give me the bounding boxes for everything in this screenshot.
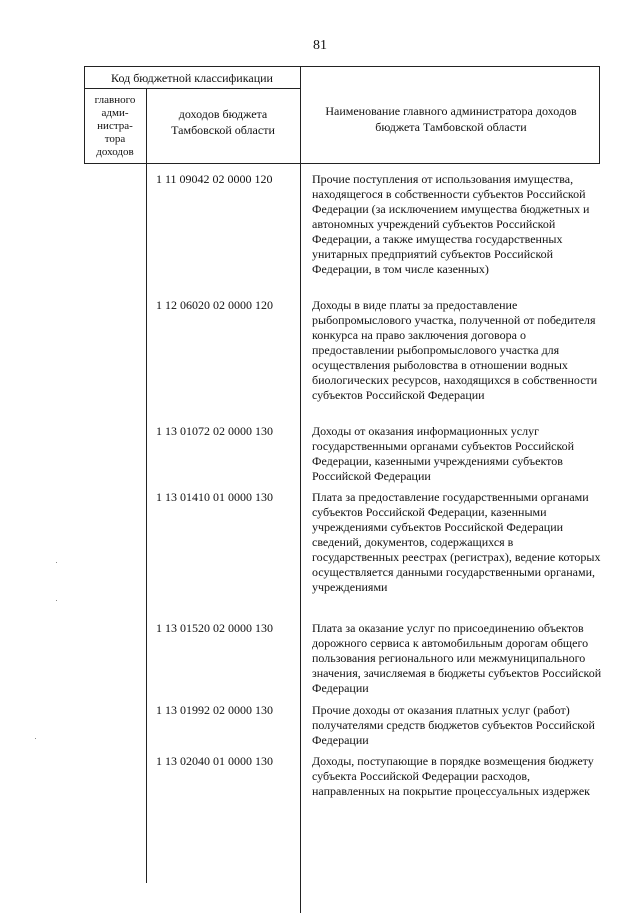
col1-divider xyxy=(146,163,147,883)
row-code: 1 12 06020 02 0000 120 xyxy=(156,298,273,312)
row-name: Плата за предоставление государственными органами субъектов Российской Федерации, казенными учреждениями субъектов Российской Федерации сведений, документов, содержащихся в государственных реестрах (регистрах), ведение которых осуществляется данными государственными органами, учреждениями xyxy=(312,490,601,594)
row-name: Плата за оказание услуг по присоединению объектов дорожного сервиса к автомобильным дорогам общего пользования регионального или межмуниципального значения, зачисляемая в бюджеты субъектов Российской Федерации xyxy=(312,621,602,695)
col1-divider-header xyxy=(146,88,147,164)
row-name: Доходы от оказания информационных услуг государственными органами субъектов Российской Федерации, казенными учреждениями субъектов Российской Федерации xyxy=(312,424,575,483)
header-bottom-border xyxy=(84,163,600,164)
row-code: 1 13 01410 01 0000 130 xyxy=(156,490,273,504)
row-name: Прочие доходы от оказания платных услуг (работ) получателями средств бюджетов субъектов Российской Федерации xyxy=(312,703,595,747)
scan-speck xyxy=(56,562,57,563)
col1-header: главного адми- нистра- тора доходов xyxy=(94,94,136,158)
row-code: 1 13 01992 02 0000 130 xyxy=(156,703,273,717)
row-code: 1 13 01072 02 0000 130 xyxy=(156,424,273,438)
row-code: 1 13 02040 01 0000 130 xyxy=(156,754,273,768)
row-code: 1 13 01520 02 0000 130 xyxy=(156,621,273,635)
scan-speck xyxy=(56,600,57,601)
row-code: 1 11 09042 02 0000 120 xyxy=(156,172,273,186)
scan-speck xyxy=(35,738,36,739)
group-header-divider xyxy=(84,88,300,89)
col2-divider xyxy=(300,163,301,913)
col3-header: Наименование главного администратора доходов бюджета Тамбовской области xyxy=(325,104,577,134)
table-top-border xyxy=(84,66,600,67)
row-name: Доходы, поступающие в порядке возмещения бюджету субъекта Российской Федерации расходов, направленных на покрытие процессуальных издержек xyxy=(312,754,594,798)
row-name: Доходы в виде платы за предоставление рыбопромыслового участка, полученной от победителя конкурса на право заключения договора о предоставлении рыбопромыслового участка для осуществления рыболовства в отношении водных биологических ресурсов, находящихся в собственности субъектов Российской Федерации xyxy=(312,298,598,402)
row-name: Прочие поступления от использования имущества, находящегося в собственности субъектов Российской Федерации (за исключением имущества бюджетных и автономных учреждений субъектов Российской Федерации, а также имущества государственных унитарных предприятий субъектов Российской Федерации, в том числе казенных) xyxy=(312,172,590,276)
table-right-border xyxy=(599,66,600,164)
col2-header: доходов бюджета Тамбовской области xyxy=(171,107,275,137)
col2-divider-header xyxy=(300,66,301,164)
page-number: 81 xyxy=(313,38,327,53)
group-header-title: Код бюджетной классификации xyxy=(111,71,273,85)
